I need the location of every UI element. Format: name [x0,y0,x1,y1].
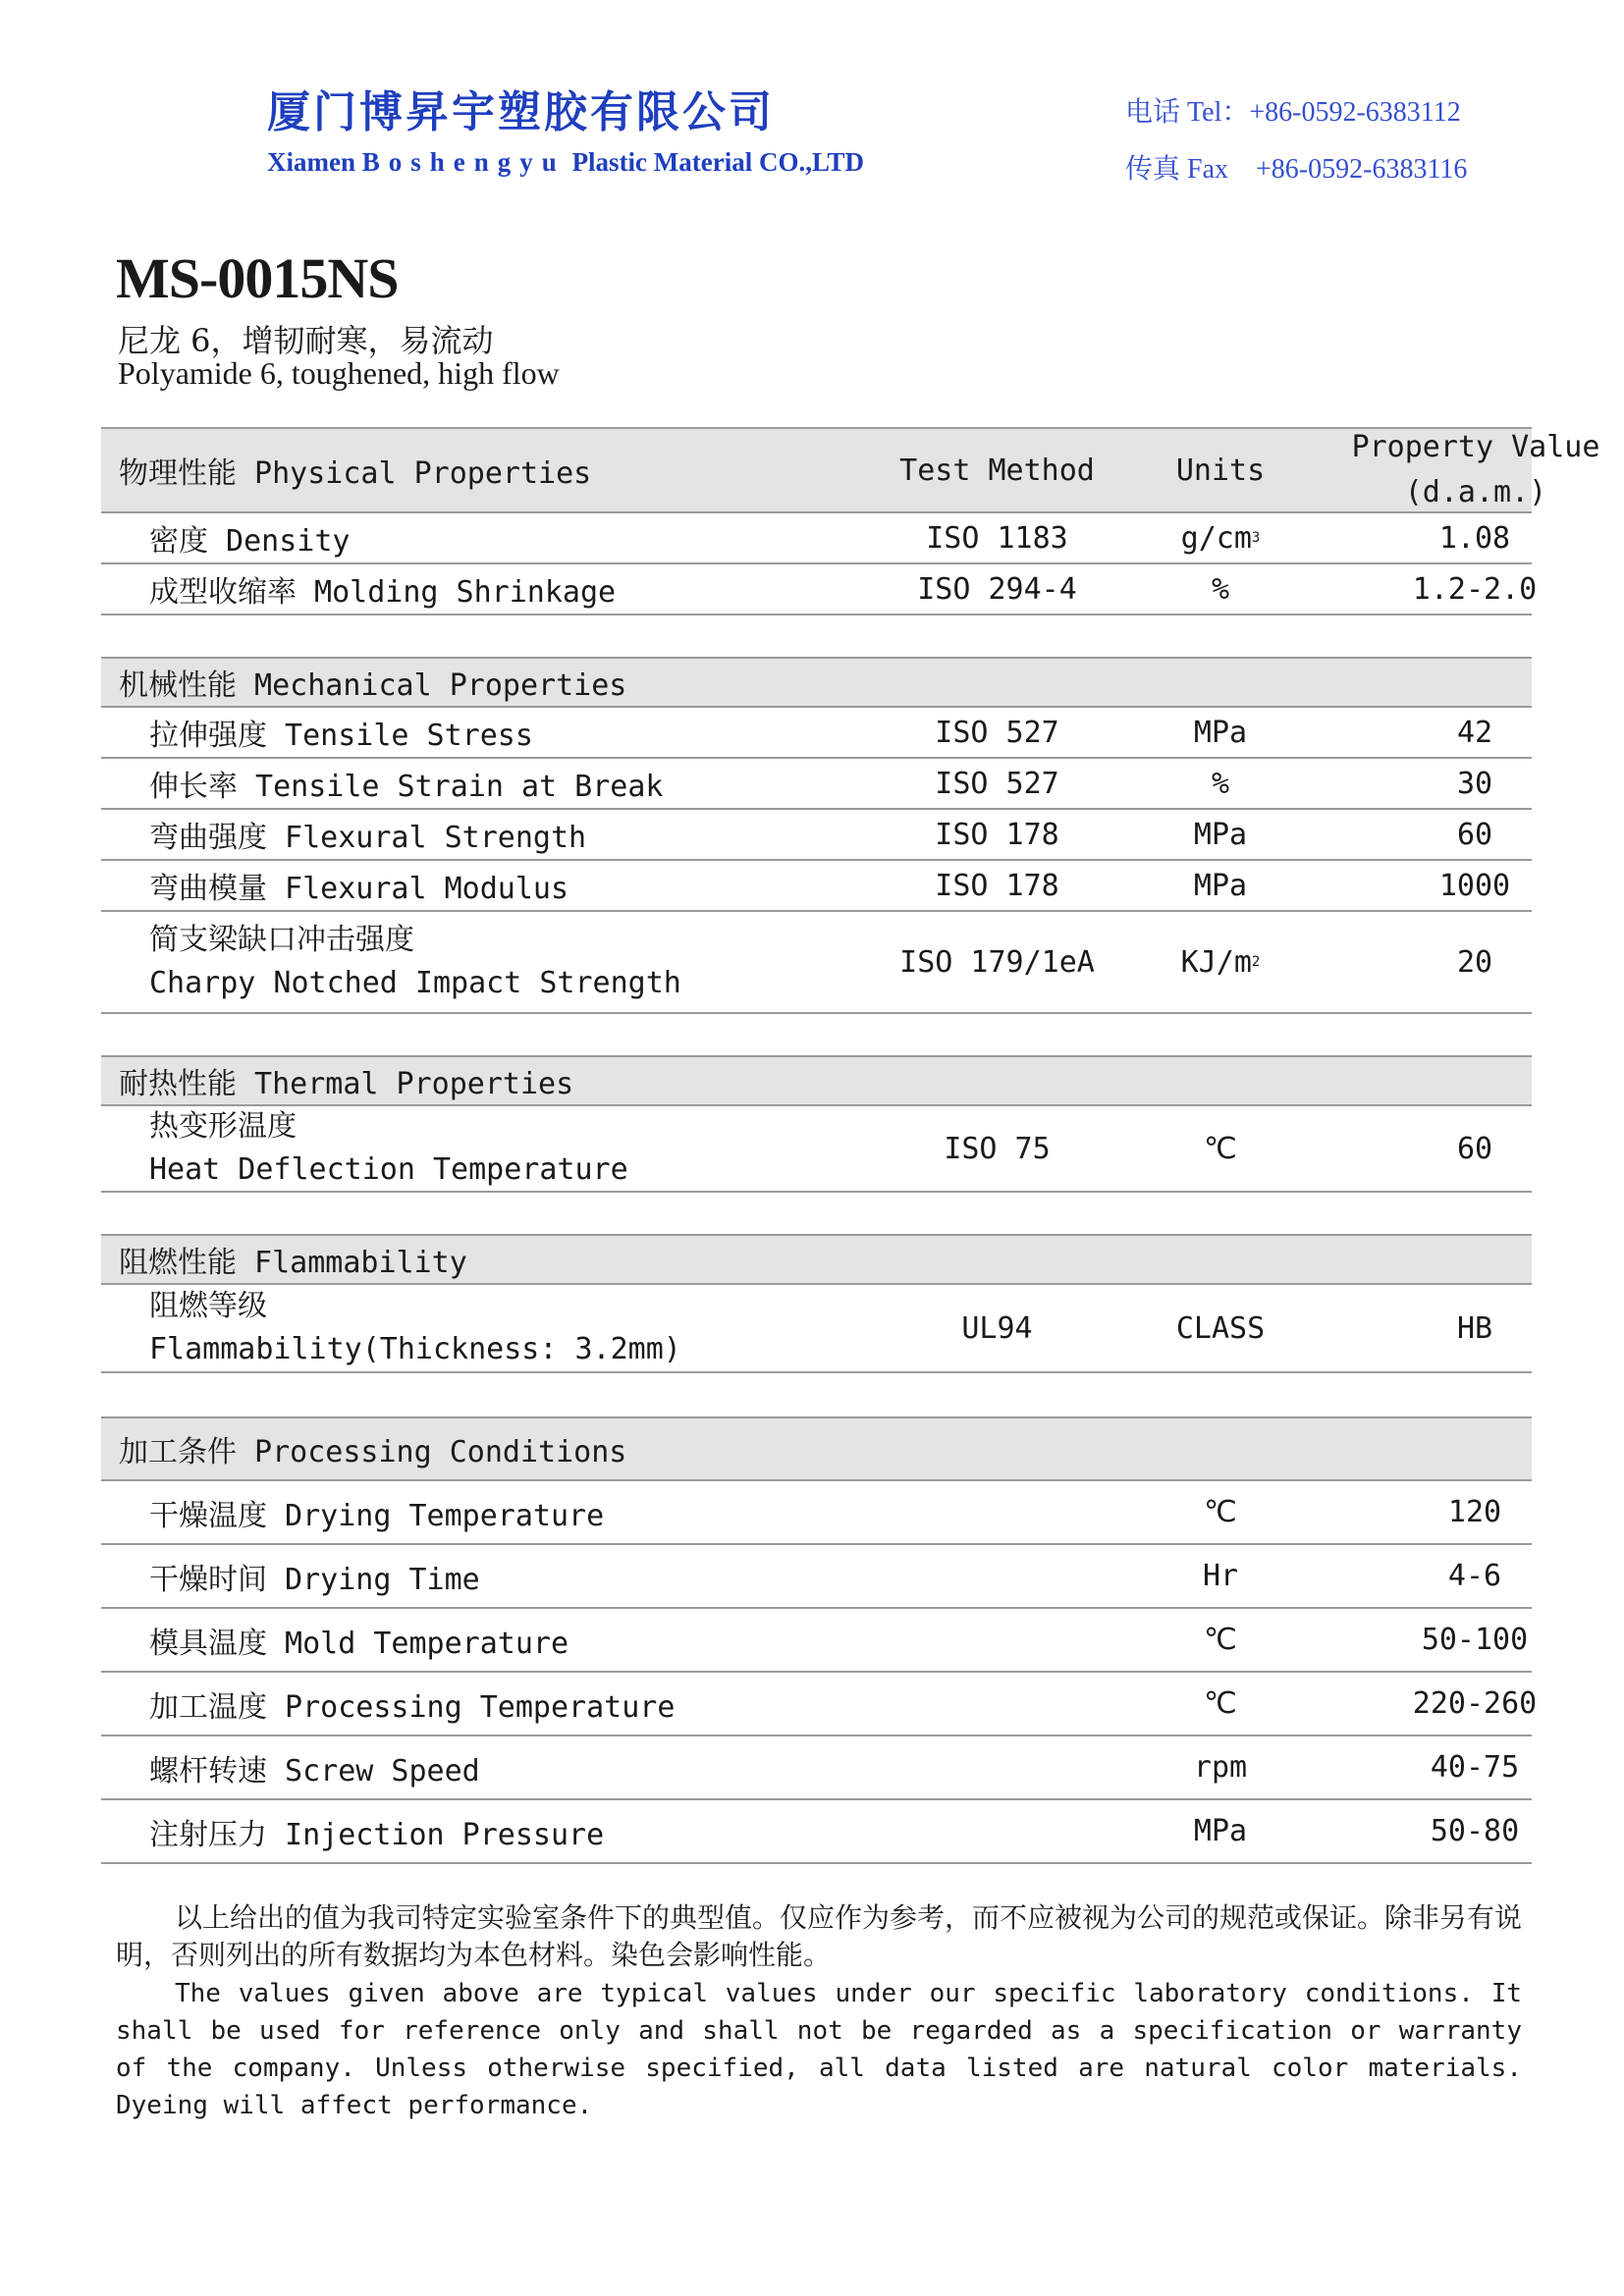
table-row [101,564,1538,615]
property-method: ISO 75 [944,1131,1051,1166]
section-title: 机械性能 Mechanical Properties [119,668,627,703]
section-title: 耐热性能 Thermal Properties [119,1067,574,1101]
units-text: g/cm [1180,520,1252,556]
property-value: 4-6 [1447,1559,1502,1593]
units-superscript: 2 [1251,954,1261,970]
section-gap [101,615,1532,657]
table-row [101,759,1532,810]
property-units: ℃ [1204,1686,1237,1721]
units-text: KJ/m [1180,944,1252,980]
header-property-value-line2: (d.a.m.) [1404,475,1547,509]
property-name [149,1106,844,1191]
property-name: 干燥时间 Drying Time [149,1562,480,1597]
property-value: HB [1456,1310,1493,1346]
property-name: 伸长率 Tensile Strain at Break [149,770,664,804]
company-tel: 电话 Tel：+86-0592-6383112 [1125,97,1461,128]
property-name: 弯曲模量 Flexural Modulus [149,872,569,906]
property-name: 弯曲强度 Flexural Strength [149,821,587,855]
property-units: % [1211,766,1230,801]
header-test-method: Test Method [899,453,1095,488]
property-method: ISO 179/1eA [899,944,1095,980]
property-units: MPa [1193,868,1248,903]
property-value: 40-75 [1430,1750,1520,1785]
property-units: Hr [1202,1559,1239,1593]
property-value: 42 [1456,715,1493,750]
section-gap [101,1014,1532,1055]
company-name-en [267,147,864,178]
property-units: ℃ [1204,1623,1237,1657]
property-name: 拉伸强度 Tensile Stress [149,719,533,753]
property-name: 密度 Density [149,524,351,559]
property-units: rpm [1193,1750,1248,1785]
table-row [101,1673,1538,1736]
property-name: 加工温度 Processing Temperature [149,1689,676,1725]
table-row [101,810,1532,861]
company-name-en-part2: Boshengyu [361,147,566,177]
property-name: 模具温度 Mold Temperature [149,1626,569,1661]
property-units: CLASS [1175,1310,1266,1346]
section-title: 加工条件 Processing Conditions [119,1435,627,1469]
property-name-en: Heat Deflection Temperature [149,1152,628,1187]
property-value: 120 [1447,1495,1502,1529]
property-method: UL94 [961,1310,1033,1346]
property-method: ISO 178 [935,868,1059,903]
property-name-en: Charpy Notched Impact Strength [149,966,681,1000]
header-property-value [1230,429,1624,511]
property-units: ℃ [1204,1495,1237,1529]
header-units: Units [1175,453,1266,488]
property-name-en: Flammability(Thickness: 3.2mm) [149,1332,681,1366]
section-title: 阻燃性能 Flammability [119,1246,467,1280]
property-value: 50-80 [1430,1814,1520,1848]
table-header-row [101,427,1600,513]
property-method: ISO 294-4 [917,571,1077,607]
property-method: ISO 527 [935,766,1059,801]
property-value: 20 [1456,944,1493,980]
section-gap [101,1373,1532,1416]
company-name-cn: 厦门博昇宇塑胶有限公司 [267,87,775,137]
product-description-en: Polyamide 6, toughened, high flow [118,355,560,391]
property-value: 1.08 [1438,520,1511,556]
property-name [149,912,844,1012]
table-row [101,708,1532,759]
property-name: 注射压力 Injection Pressure [149,1817,605,1852]
section-gap [101,1193,1532,1234]
property-name: 成型收缩率 Molding Shrinkage [149,575,617,610]
property-value: 50-100 [1421,1623,1529,1657]
property-name: 螺杆转速 Screw Speed [149,1753,480,1789]
section-header-processing [101,1416,1532,1481]
company-name-en-part1: Xiamen [267,147,362,177]
product-code: MS-0015NS [116,246,399,310]
units-superscript: 3 [1251,530,1261,546]
property-value: 220-260 [1412,1686,1538,1721]
disclaimer-en: The values given above are typical values under our specific laboratory conditions. It shall be used for reference only and shall not be regarded as a specification or warranty of the company. Unless otherwise specified, all data listed are natural color materials. Dyeing will affect performance. [116,1979,1522,2120]
property-name-cn: 阻燃等级 [149,1289,267,1323]
property-units: MPa [1193,817,1248,852]
property-value: 30 [1456,766,1493,801]
property-method: ISO 1183 [926,520,1068,556]
property-name [149,1285,844,1371]
property-name-cn: 简支梁缺口冲击强度 [149,923,414,957]
property-value: 60 [1456,1131,1493,1166]
table-row [101,1545,1532,1609]
property-method: ISO 178 [935,817,1059,852]
company-fax: 传真 Fax +86-0592-6383116 [1125,154,1468,185]
table-row [101,1736,1532,1800]
table-row [101,861,1532,912]
table-row [101,912,1532,1014]
table-row [101,1609,1532,1673]
section-header-mechanical [101,657,1532,708]
property-units: % [1211,571,1230,607]
table-row [101,1800,1532,1864]
disclaimer-cn: 以上给出的值为我司特定实验室条件下的典型值。仅应作为参考，而不应被视为公司的规范或保证。除非另有说明，否则列出的所有数据均为本色材料。染色会影响性能。 [116,1901,1523,1971]
header-physical-properties: 物理性能 Physical Properties [119,456,592,491]
property-name: 干燥温度 Drying Temperature [149,1498,605,1533]
property-units: MPa [1193,715,1248,750]
property-units: ℃ [1204,1131,1237,1166]
table-row [101,513,1532,564]
property-units: MPa [1193,1814,1248,1848]
property-method: ISO 527 [935,715,1059,750]
property-value: 1000 [1438,868,1511,903]
property-value: 1.2-2.0 [1412,571,1538,607]
property-name-cn: 热变形温度 [149,1109,297,1144]
table-row [101,1285,1532,1373]
property-value: 60 [1456,817,1493,852]
properties-table [101,427,1600,1864]
company-name-en-part3: Plastic Material CO.,LTD [565,147,865,177]
section-header-thermal [101,1055,1532,1106]
table-row [101,1106,1532,1193]
header-property-value-line1: Property Value [1351,430,1600,464]
product-description-cn: 尼龙 6，增韧耐寒，易流动 [118,322,494,359]
section-header-flammability [101,1234,1532,1285]
table-row [101,1481,1532,1545]
